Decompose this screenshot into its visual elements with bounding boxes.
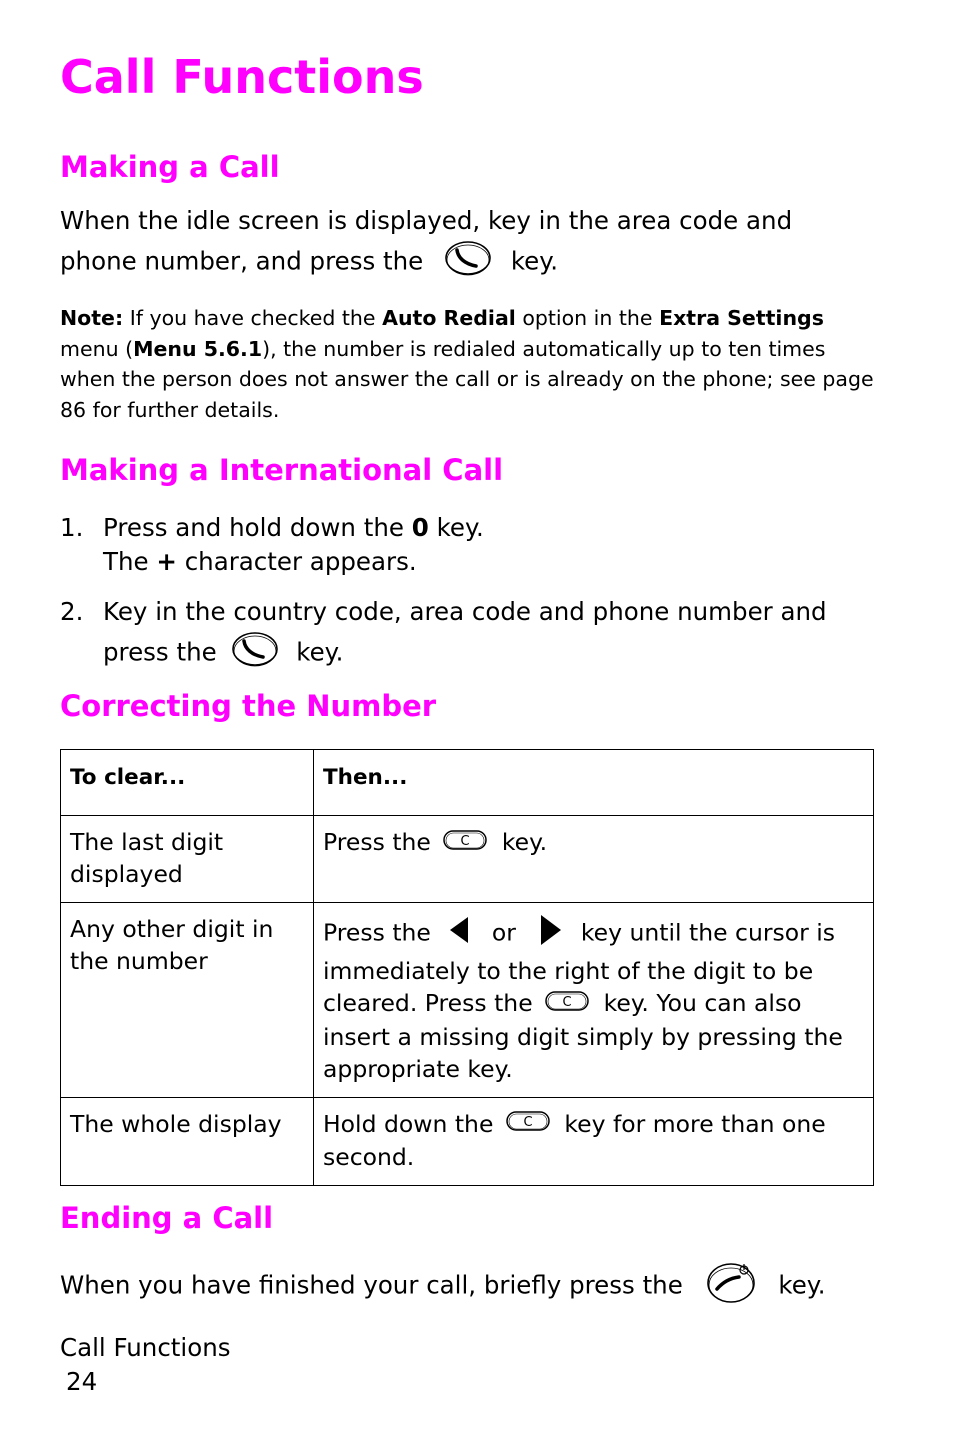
table-row xyxy=(61,816,874,903)
page-title: Call Functions xyxy=(60,50,424,104)
heading-international-call: Making a International Call xyxy=(60,453,504,487)
table-row xyxy=(61,1097,874,1186)
footer-page-number: 24 xyxy=(66,1367,98,1396)
svg-text:C: C xyxy=(460,833,470,849)
table-cell: Press the C key. xyxy=(314,816,874,903)
right-arrow-key-icon xyxy=(537,913,563,955)
making-call-line1: When the idle screen is displayed, key in the area code and xyxy=(60,206,793,235)
svg-text:C: C xyxy=(523,1115,533,1130)
left-arrow-key-icon xyxy=(446,915,472,953)
making-call-line2: phone number, and press the key. xyxy=(60,238,792,287)
clear-key-icon xyxy=(544,989,590,1021)
table-cell: Press the or key until the cursor is immediately to the right of the digit to be cleared. Press the C key. You can also insert a missing digit simply by pressing the appropriate key. xyxy=(314,903,874,1098)
table-cell: Any other digit in the number xyxy=(61,903,314,1098)
column-header: To clear... xyxy=(61,750,314,816)
svg-text:C: C xyxy=(562,994,572,1010)
note-label: Note: xyxy=(60,306,124,330)
note-paragraph: Note: If you have checked the Auto Redial option in the Extra Settings menu (Menu 5.6.1), the number is redialed automatically up to ten times when the person does not answer the call or is already on the phone; see page 86 for further details. xyxy=(60,306,874,422)
heading-ending-call: Ending a Call xyxy=(60,1201,274,1235)
table-header-row xyxy=(61,750,874,816)
table-row xyxy=(61,903,874,1098)
footer-section-title: Call Functions xyxy=(60,1333,231,1362)
heading-making-call: Making a Call xyxy=(60,150,280,184)
table-cell: The last digit displayed xyxy=(61,816,314,903)
clear-key-icon xyxy=(505,1109,551,1141)
ending-call-text: When you have finished your call, briefly press the key. xyxy=(60,1258,826,1315)
table-cell: Hold down the C key for more than one second. xyxy=(314,1097,874,1186)
correction-table xyxy=(60,749,874,1186)
clear-key-icon xyxy=(442,828,488,860)
column-header: Then... xyxy=(314,750,874,816)
send-key-icon xyxy=(443,238,493,287)
table-cell: The whole display xyxy=(61,1097,314,1186)
making-call-text xyxy=(60,204,792,287)
heading-correcting-number: Correcting the Number xyxy=(60,689,437,723)
end-power-key-icon xyxy=(705,1258,759,1315)
send-key-icon xyxy=(230,629,280,678)
